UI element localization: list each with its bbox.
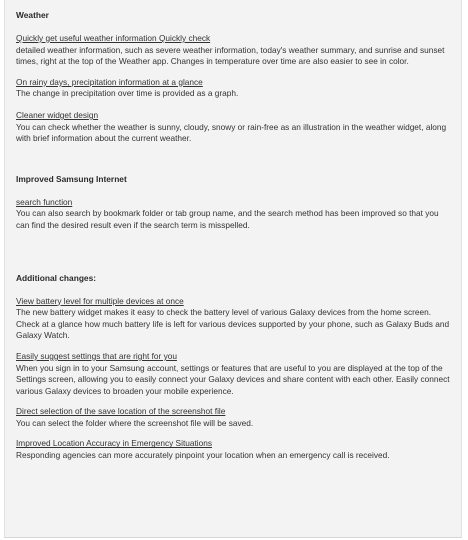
feature-link[interactable]: Easily suggest settings that are right for you [16,350,177,361]
feature-link[interactable]: Cleaner widget design [16,109,99,120]
section-additional-changes [16,273,452,462]
feature-description: The change in precipitation over time is provided as a graph. [16,88,239,99]
section-samsung-internet [16,174,452,232]
section-title: Improved Samsung Internet [16,173,127,184]
feature-description: detailed weather information, such as severe weather information, today's weather summary, and sunrise and sunset times, right at the top of the Weather app. Changes in temperature over time are also easier to see in color. [16,44,445,67]
feature-description: You can check whether the weather is sunny, cloudy, snowy or rain-free as an illustration in the weather widget, along with brief information about the current weather. [16,121,447,144]
section-weather [16,10,452,145]
feature-link[interactable]: View battery level for multiple devices at once [16,295,184,306]
feature-description: You can select the folder where the screenshot file will be saved. [16,417,254,428]
feature-description: When you sign in to your Samsung account, settings or features that are useful to you are displayed at the top of the Settings screen, allowing you to easily connect your Galaxy devices and share content with each other. Easily connect various Galaxy devices to broaden your mobile experience. [16,362,450,396]
feature-link[interactable]: On rainy days, precipitation information at a glance [16,76,203,87]
feature-link[interactable]: search function [16,196,73,207]
section-title: Weather [16,10,49,20]
feature-description: The new battery widget makes it easy to check the battery level of various Galaxy devices from the home screen. Check at a glance how much battery life is left for various devices supported by your phone, such as Galaxy Buds and Galaxy Watch. [16,307,450,341]
feature-description: You can also search by bookmark folder or tab group name, and the search method has been improved so that you can find the desired result even if the search term is misspelled. [16,208,439,230]
section-title: Additional changes: [16,272,97,283]
feature-link[interactable]: Improved Location Accuracy in Emergency Situations [16,438,212,449]
feature-description: Responding agencies can more accurately pinpoint your location when an emergency call is received. [16,450,390,461]
feature-link[interactable]: Quickly get useful weather information Quickly check [16,33,211,43]
release-notes-panel [4,0,462,538]
feature-link[interactable]: Direct selection of the save location of the screenshot file [16,406,226,417]
